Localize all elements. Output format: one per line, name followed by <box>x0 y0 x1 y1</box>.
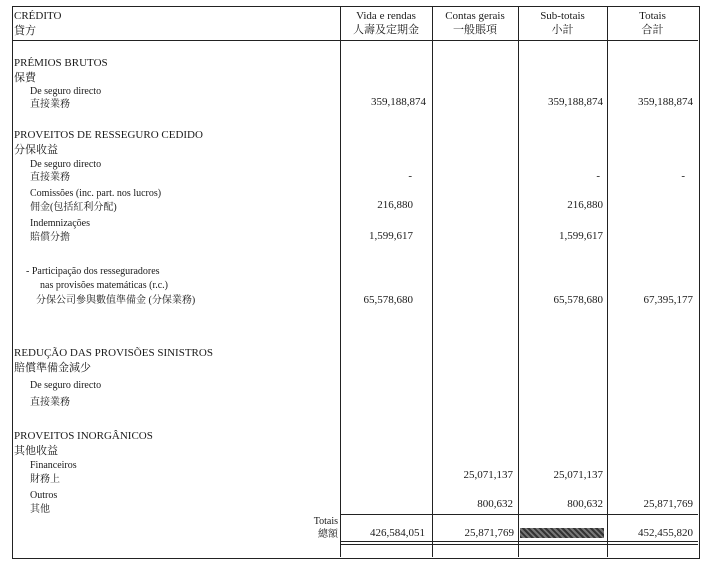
row-label-cont: nas provisões matemáticas (r.c.) <box>40 280 169 291</box>
cell-subtotal: 800,632 <box>567 498 603 510</box>
cell-vida: 216,880 <box>377 199 413 211</box>
cell-gerais: 800,632 <box>477 498 513 510</box>
section-inorganicos-title-zh: 其他收益 <box>14 445 58 457</box>
total-gerais: 25,871,769 <box>464 527 514 539</box>
col-totais-header-pt: Totais <box>639 10 666 22</box>
totals-top-rule <box>340 514 698 515</box>
header-divider <box>12 40 698 41</box>
cell-total: 67,395,177 <box>643 294 693 306</box>
cell-vida: 359,188,874 <box>371 96 426 108</box>
total-vida: 426,584,051 <box>370 527 425 539</box>
col-subtotais-header-pt: Sub-totais <box>540 10 585 22</box>
cell-vida: 65,578,680 <box>363 294 413 306</box>
row-label: De seguro directo <box>30 380 102 391</box>
row-label-zh: 佣金(包括紅利分配) <box>30 202 117 213</box>
totals-label: Totais <box>313 516 338 527</box>
col-gerais-header-zh: 一般賬項 <box>453 24 497 36</box>
section-premios-title: PRÉMIOS BRUTOS <box>14 57 108 69</box>
section-premios-title-zh: 保費 <box>14 72 36 84</box>
row-label-zh: 財務上 <box>30 474 60 485</box>
row-label-zh: 分保公司參與數值準備金 (分保業務) <box>36 295 196 306</box>
cell-subtotal: 359,188,874 <box>548 96 603 108</box>
section-resseguro-title-zh: 分保收益 <box>14 144 58 156</box>
totals-double-rule <box>340 544 698 545</box>
row-label-zh: 其他 <box>30 504 50 515</box>
cell-gerais: 25,071,137 <box>463 469 513 481</box>
cell-subtotal: - <box>596 170 600 182</box>
section-resseguro-title: PROVEITOS DE RESSEGURO CEDIDO <box>14 129 203 141</box>
section-reducao-title: REDUÇÃO DAS PROVISÕES SINISTROS <box>14 347 213 359</box>
row-label: De seguro directo <box>30 159 102 170</box>
totals-label-zh: 總額 <box>318 529 338 540</box>
row-label: Outros <box>30 490 58 501</box>
total-grand: 452,455,820 <box>638 527 693 539</box>
cell-subtotal: 216,880 <box>567 199 603 211</box>
row-label: Comissões (inc. part. nos lucros) <box>30 188 162 199</box>
row-label-zh: 直接業務 <box>30 172 70 183</box>
cell-vida: - <box>408 170 412 182</box>
section-reducao-title-zh: 賠償準備金減少 <box>14 362 91 374</box>
cell-total: 25,871,769 <box>643 498 693 510</box>
col-subtotais-header-zh: 小計 <box>551 24 574 36</box>
row-label: De seguro directo <box>30 86 102 97</box>
row-label-zh: 直接業務 <box>30 99 70 110</box>
row-label-zh: 直接業務 <box>30 397 70 408</box>
redacted-subtotal <box>520 528 604 538</box>
row-label: - Participação dos resseguradores <box>26 266 160 277</box>
column-divider <box>607 6 608 557</box>
cell-subtotal: 25,071,137 <box>553 469 603 481</box>
cell-subtotal: 1,599,617 <box>559 230 603 242</box>
col-totais-header-zh: 合計 <box>641 24 664 36</box>
cell-vida: 1,599,617 <box>369 230 413 242</box>
section-inorganicos-title: PROVEITOS INORGÂNICOS <box>14 430 153 442</box>
col-gerais-header-pt: Contas gerais <box>445 10 505 22</box>
cell-total: 359,188,874 <box>638 96 693 108</box>
header-credit-pt: CRÉDITO <box>14 10 62 22</box>
cell-subtotal: 65,578,680 <box>553 294 603 306</box>
totals-bottom-rule <box>340 541 698 542</box>
col-vida-header-zh: 人壽及定期金 <box>353 24 419 36</box>
column-divider <box>340 6 341 557</box>
header-credit-zh: 貸方 <box>14 25 36 37</box>
col-vida-header-pt: Vida e rendas <box>356 10 416 22</box>
cell-total: - <box>681 170 685 182</box>
row-label: Financeiros <box>30 460 77 471</box>
row-label-zh: 賠償分擔 <box>30 232 70 243</box>
row-label: Indemnizações <box>30 218 90 229</box>
